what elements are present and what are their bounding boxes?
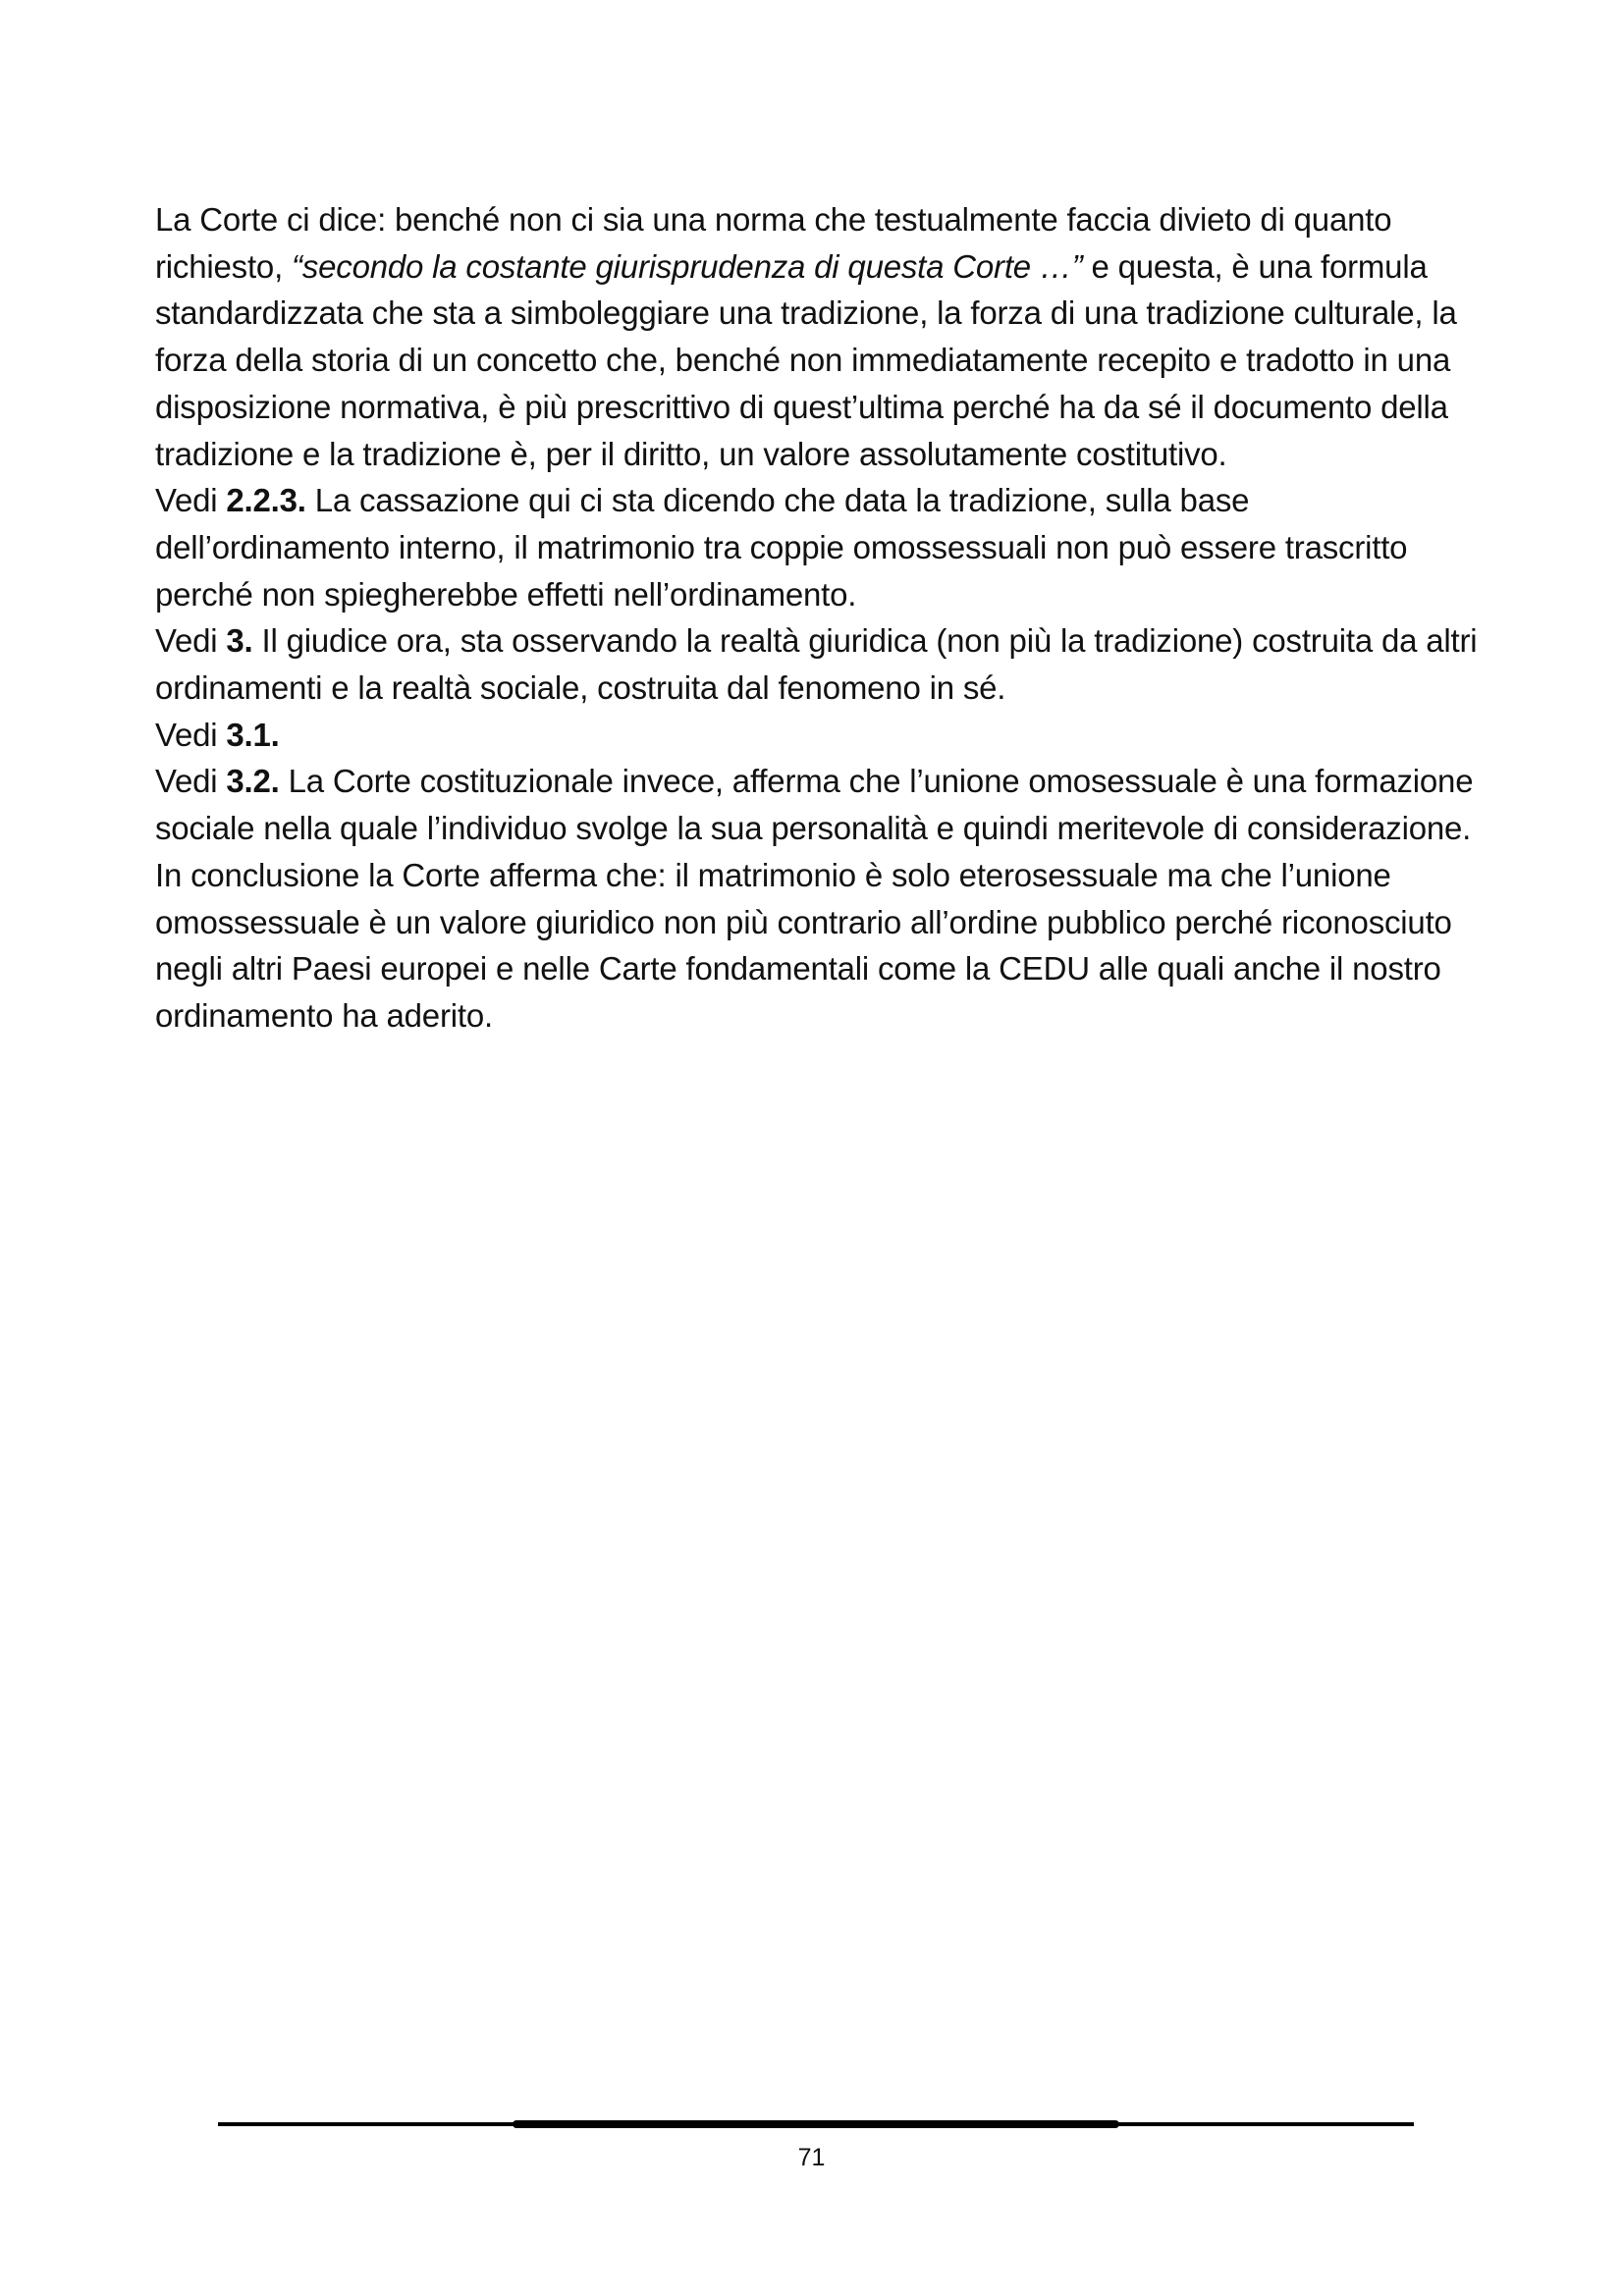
footer-divider	[218, 2122, 1414, 2126]
section-reference: 3.1.	[226, 716, 280, 753]
page-number: 71	[797, 2144, 826, 2171]
body-text	[155, 196, 1481, 1040]
ref-prefix: Vedi	[155, 622, 227, 660]
paragraph-ref-3-1	[155, 712, 1481, 759]
section-reference: 3.2.	[226, 763, 280, 800]
paragraph-ref-3-2	[155, 758, 1481, 851]
paragraph-text: La Corte costituzionale invece, afferma che l’unione omosessuale è una formazione sociale nella quale l’individuo svolge la sua personalità e quindi meritevole di considerazione.	[155, 763, 1474, 847]
paragraph-text: e questa, è una formula standardizzata che sta a simboleggiare una tradizione, la forza di una tradizione culturale, la forza della storia di un concetto che, benché non immediatamente recepito e tradotto in una disposizione normativa, è più prescrittivo di quest’ultima perché ha da sé il documento della tradizione e la tradizione è, per il diritto, un valore assolutamente costitutivo.	[155, 247, 1457, 472]
paragraph-ref-2-2-3	[155, 477, 1481, 617]
ref-prefix: Vedi	[155, 716, 227, 753]
section-reference: 2.2.3.	[226, 482, 306, 519]
paragraph-text: La cassazione qui ci sta dicendo che data la tradizione, sulla base dell’ordinamento interno, il matrimonio tra coppie omossessuali non può essere trascritto perché non spiegherebbe effetti nell’ordinamento.	[155, 482, 1408, 613]
paragraph-text: Il giudice ora, sta osservando la realtà giuridica (non più la tradizione) costruita da altri ordinamenti e la realtà sociale, costruita dal fenomeno in sé.	[155, 622, 1478, 707]
paragraph-conclusion	[155, 852, 1481, 1040]
paragraph-text: In conclusione la Corte afferma che: il matrimonio è solo eterosessuale ma che l’unione omossessuale è un valore giuridico non più contrario all’ordine pubblico perché riconosciuto negli altri Paesi europei e nelle Carte fondamentali come la CEDU alle quali anche il nostro ordinamento ha aderito.	[155, 856, 1452, 1034]
paragraph-tradition	[155, 196, 1481, 477]
ref-prefix: Vedi	[155, 763, 227, 800]
section-reference: 3.	[226, 622, 253, 660]
paragraph-text: La Corte ci dice: benché non ci sia una norma che testualmente faccia divieto di quanto richiesto,	[155, 201, 1392, 285]
italic-quote: “secondo la costante giurisprudenza di questa Corte …”	[292, 247, 1083, 285]
paragraph-ref-3	[155, 617, 1481, 711]
ref-prefix: Vedi	[155, 482, 227, 519]
